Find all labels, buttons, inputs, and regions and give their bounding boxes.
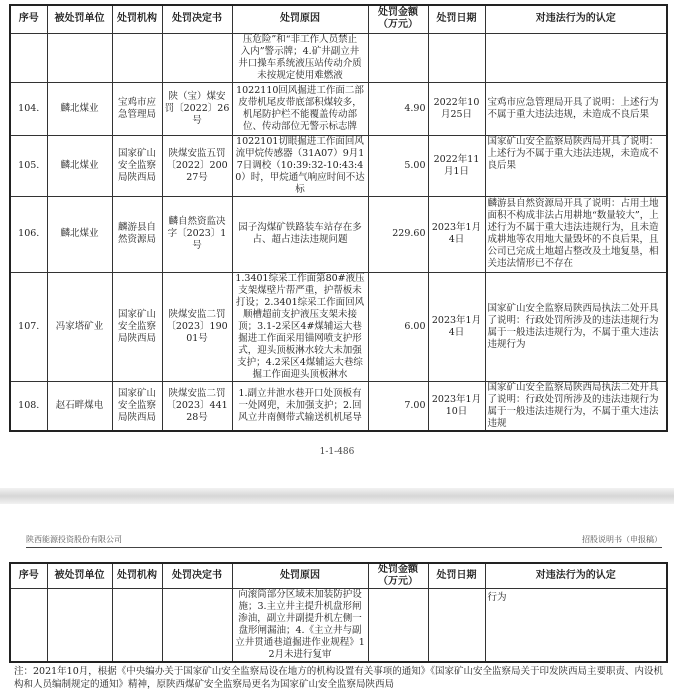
row-no: 106. [10, 196, 47, 272]
row-amount: 7.00 [368, 381, 428, 431]
row-unit: 冯家塔矿业 [47, 272, 112, 381]
row-unit: 麟北煤业 [47, 196, 112, 272]
page-2 [0, 534, 674, 692]
row-reason: 1022101切眼掘进工作面回风流甲烷传感器（31A07）9月17日调校（10:39:32-10:43:40）时，甲烷通气响应时间不达标 [232, 135, 368, 196]
footnote: 注：2021年10月，根据《中央编办关于国家矿山安全监察局设在地方的机构设置有关事项的通知》《国家矿山安全监察局关于印发陕西局主要职责、内设机构和人员编制规定的通知》精神，原陕西煤矿安全监察局更名为国家矿山安全监察局陕西局 [14, 666, 664, 690]
row-finding: 麟游县自然资源局开具了说明：占用土地面积不构成非法占用耕地“数量较大”，上述行为不属于重大违法违规行为，且未造成耕地等农用地大量毁坏的不良后果，且公司已完成土地超占整改及土地复垦，相关违法情形已不存在 [485, 196, 667, 272]
table-header [10, 5, 667, 33]
row-finding: 宝鸡市应急管理局开具了说明：上述行为不属于重大违法违规，未造成不良后果 [485, 82, 667, 135]
table-row [10, 381, 667, 431]
row-no: 107. [10, 272, 47, 381]
row-agency: 国家矿山安全监察局陕西局 [112, 381, 162, 431]
row-reason: 1.3401综采工作面第80#液压支架煤壁片帮严重，护帮板未打设；2.3401综采工作面回风顺槽超前支护液压支架未接顶；3.1-2采区4#煤辅运大巷掘进工作面采用锚网喷支护形式，迎头顶板淋水较大未加强支护；4.2采区4煤辅运大巷综掘工作面迎头顶板淋水 [232, 272, 368, 381]
row-finding: 国家矿山安全监察局陕西局执法二处开具了说明：行政处罚所涉及的违法违规行为属于一般违法违规行为，不属于重大违法违规 [485, 381, 667, 431]
reason-line: 未按规定使用难燃液 [257, 69, 343, 81]
row-agency: 国家矿山安全监察局陕西局 [112, 272, 162, 381]
header-amount: 处罚金额（万元） [368, 5, 428, 33]
header-decision: 处罚决定书 [162, 563, 232, 589]
table-row [10, 135, 667, 196]
row-amount: 6.00 [368, 272, 428, 381]
row-date: 2023年1月10日 [428, 381, 485, 431]
table-row-continuation [10, 33, 667, 82]
header-amount: 处罚金额（万元） [368, 563, 428, 589]
row-unit: 赵石畔煤电 [47, 381, 112, 431]
row-date: 2022年10月25日 [428, 82, 485, 135]
header-date: 处罚日期 [428, 5, 485, 33]
row-amount: 4.90 [368, 82, 428, 135]
row-reason: 1.副立井泄水巷开口处顶板有一处网兜，未加强支护；2.回风立井南侧带式输送机机尾导 [232, 381, 368, 431]
row-reason: 1022110回风掘进工作面二部皮带机尾皮带底部积煤较多，机尾防护栏不能覆盖传动部位、传动部位无警示标志牌 [232, 82, 368, 135]
running-header [26, 534, 662, 545]
row-decision: 陕煤安监二罚〔2023〕44128号 [162, 381, 232, 431]
reason-cell [232, 33, 368, 82]
row-unit: 麟北煤业 [47, 135, 112, 196]
reason-line: 井口操车系统液压站传动介质 [238, 57, 362, 69]
row-amount: 5.00 [368, 135, 428, 196]
row-no: 104. [10, 82, 47, 135]
row-decision: 陕煤安监五罚〔2022〕20027号 [162, 135, 232, 196]
table-row-continuation [10, 589, 667, 663]
row-date: 2022年11月1日 [428, 135, 485, 196]
table-row [10, 82, 667, 135]
row-agency: 国家矿山安全监察局陕西局 [112, 135, 162, 196]
reason-line: 入内”警示牌；4.矿井副立井 [240, 45, 360, 57]
table-row [10, 272, 667, 381]
header-no: 序号 [10, 5, 47, 33]
header-unit: 被处罚单位 [47, 5, 112, 33]
header-reason: 处罚原因 [232, 563, 368, 589]
penalty-table-page-2 [9, 562, 668, 664]
header-no: 序号 [10, 563, 47, 589]
company-header: 陕西能源投资股份有限公司 [26, 534, 122, 544]
page-separator [0, 488, 674, 504]
header-divider [26, 547, 662, 548]
row-decision: 陕煤安监二罚〔2023〕19001号 [162, 272, 232, 381]
header-finding: 对违法行为的认定 [485, 5, 667, 33]
row-amount: 229.60 [368, 196, 428, 272]
header-decision: 处罚决定书 [162, 5, 232, 33]
row-finding: 行为 [485, 589, 667, 663]
row-finding: 国家矿山安全监察局陕西局执法二处开具了说明：行政处罚所涉及的违法违规行为属于一般违法违规行为，不属于重大违法违规行为 [485, 272, 667, 381]
row-date: 2023年1月4日 [428, 196, 485, 272]
row-agency: 麟游县自然资源局 [112, 196, 162, 272]
row-decision: 陕（宝）煤安罚〔2022〕26号 [162, 82, 232, 135]
reason-line: 压危险”和“非工作人员禁止 [242, 33, 358, 45]
penalty-table-page-1 [9, 4, 668, 432]
row-unit: 麟北煤业 [47, 82, 112, 135]
table-header [10, 563, 667, 589]
row-date: 2023年1月4日 [428, 272, 485, 381]
header-reason: 处罚原因 [232, 5, 368, 33]
header-agency: 处罚机构 [112, 563, 162, 589]
row-agency: 宝鸡市应急管理局 [112, 82, 162, 135]
document-type-header: 招股说明书（申报稿） [582, 534, 662, 544]
table-row [10, 196, 667, 272]
row-reason: 园子沟煤矿铁路装车站存在多占、超占违法违规问题 [232, 196, 368, 272]
row-decision: 麟自然资监决字〔2023〕1号 [162, 196, 232, 272]
row-reason: 向滚筒部分区域未加装防护设施；3.主立井主提升机盘形闸渗油，副立井副提升机左侧一盘形闸漏油；4.《主立井与副立井贯通巷道掘进作业规程》12月未进行复审 [232, 589, 368, 663]
header-agency: 处罚机构 [112, 5, 162, 33]
header-date: 处罚日期 [428, 563, 485, 589]
row-no: 108. [10, 381, 47, 431]
row-no: 105. [10, 135, 47, 196]
header-unit: 被处罚单位 [47, 563, 112, 589]
row-finding: 国家矿山安全监察局陕西局开具了说明：上述行为不属于重大违法违规，未造成不良后果 [485, 135, 667, 196]
header-finding: 对违法行为的认定 [485, 563, 667, 589]
page-number: 1-1-486 [319, 446, 355, 457]
